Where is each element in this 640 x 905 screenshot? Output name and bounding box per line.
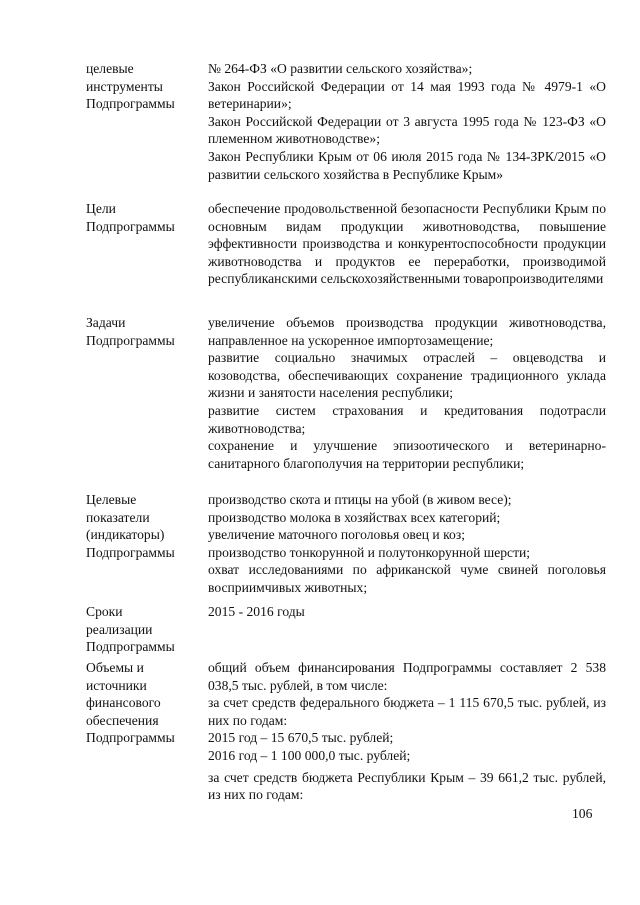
paragraph: обеспечение продовольственной безопасности Республики Крым по основным видам продукции животноводства, повышение эффективности производства и конкурентоспособности продукции животноводства и продуктов ее переработки, производимой республиканскими сельскохозяйственными товаропроизводителями <box>208 201 606 287</box>
paragraph: увеличение маточного поголовья овец и коз; <box>208 527 465 543</box>
paragraph: производство скота и птицы на убой (в живом весе); <box>208 492 512 507</box>
paragraph: развитие систем страхования и кредитования подотрасли животноводства; <box>208 402 606 436</box>
section-label: целевые инструменты Подпрограммы <box>86 61 175 112</box>
section-label: Цели Подпрограммы <box>86 201 175 234</box>
section-content <box>208 491 606 597</box>
paragraph: за счет средств федерального бюджета – 1 115 670,5 тыс. рублей, из них по годам: <box>208 695 606 728</box>
paragraph: Закон Республики Крым от 06 июля 2015 года № 134-ЗРК/2015 «О развитии сельского хозяйства в Республике Крым» <box>208 148 606 182</box>
paragraph: 2015 год – 15 670,5 тыс. рублей; <box>208 730 394 746</box>
paragraph: 2016 год – 1 100 000,0 тыс. рублей; <box>208 747 411 763</box>
section-content <box>208 200 606 288</box>
paragraph: общий объем финансирования Подпрограммы составляет 2 538 038,5 тыс. рублей, в том числе: <box>208 660 606 693</box>
paragraph: увеличение объемов производства продукции животноводства, направленное на ускоренное импортозамещение; <box>208 315 606 348</box>
paragraph: за счет средств бюджета Республики Крым – 39 661,2 тыс. рублей, из них по годам: <box>208 769 606 803</box>
paragraph: производство тонкорунной и полутонкорунной шерсти; <box>208 544 531 560</box>
paragraph: развитие социально значимых отраслей – овцеводства и козоводства, обеспечивающих сохранение традиционного уклада жизни и занятости населения республики; <box>208 350 606 401</box>
section-content <box>208 603 606 621</box>
section-content <box>208 314 606 472</box>
paragraph: производство молока в хозяйствах всех категорий; <box>208 509 501 525</box>
section-label: Сроки реализации Подпрограммы <box>86 604 175 655</box>
section-label: Задачи Подпрограммы <box>86 315 175 348</box>
section-content <box>208 659 606 804</box>
paragraph: 2015 - 2016 годы <box>208 604 305 619</box>
page-number: 106 <box>572 806 593 821</box>
paragraph: сохранение и улучшение эпизоотического и ветеринарно-санитарного благополучия на территории республики; <box>208 438 606 471</box>
paragraph: Закон Российской Федерации от 3 августа 1995 года № 123-ФЗ «О племенном животноводстве»; <box>208 113 606 147</box>
section-content <box>208 60 606 183</box>
paragraph: № 264-ФЗ «О развитии сельского хозяйства»; <box>208 61 473 76</box>
section-label: Объемы и источники финансового обеспечения Подпрограммы <box>86 660 175 746</box>
paragraph: Закон Российской Федерации от 14 мая 1993 года № 4979-1 «О ветеринарии»; <box>208 78 606 112</box>
section-label: Целевые показатели (индикаторы) Подпрограммы <box>86 492 175 560</box>
paragraph: охват исследованиями по африканской чуме свиней поголовья восприимчивых животных; <box>208 562 606 595</box>
